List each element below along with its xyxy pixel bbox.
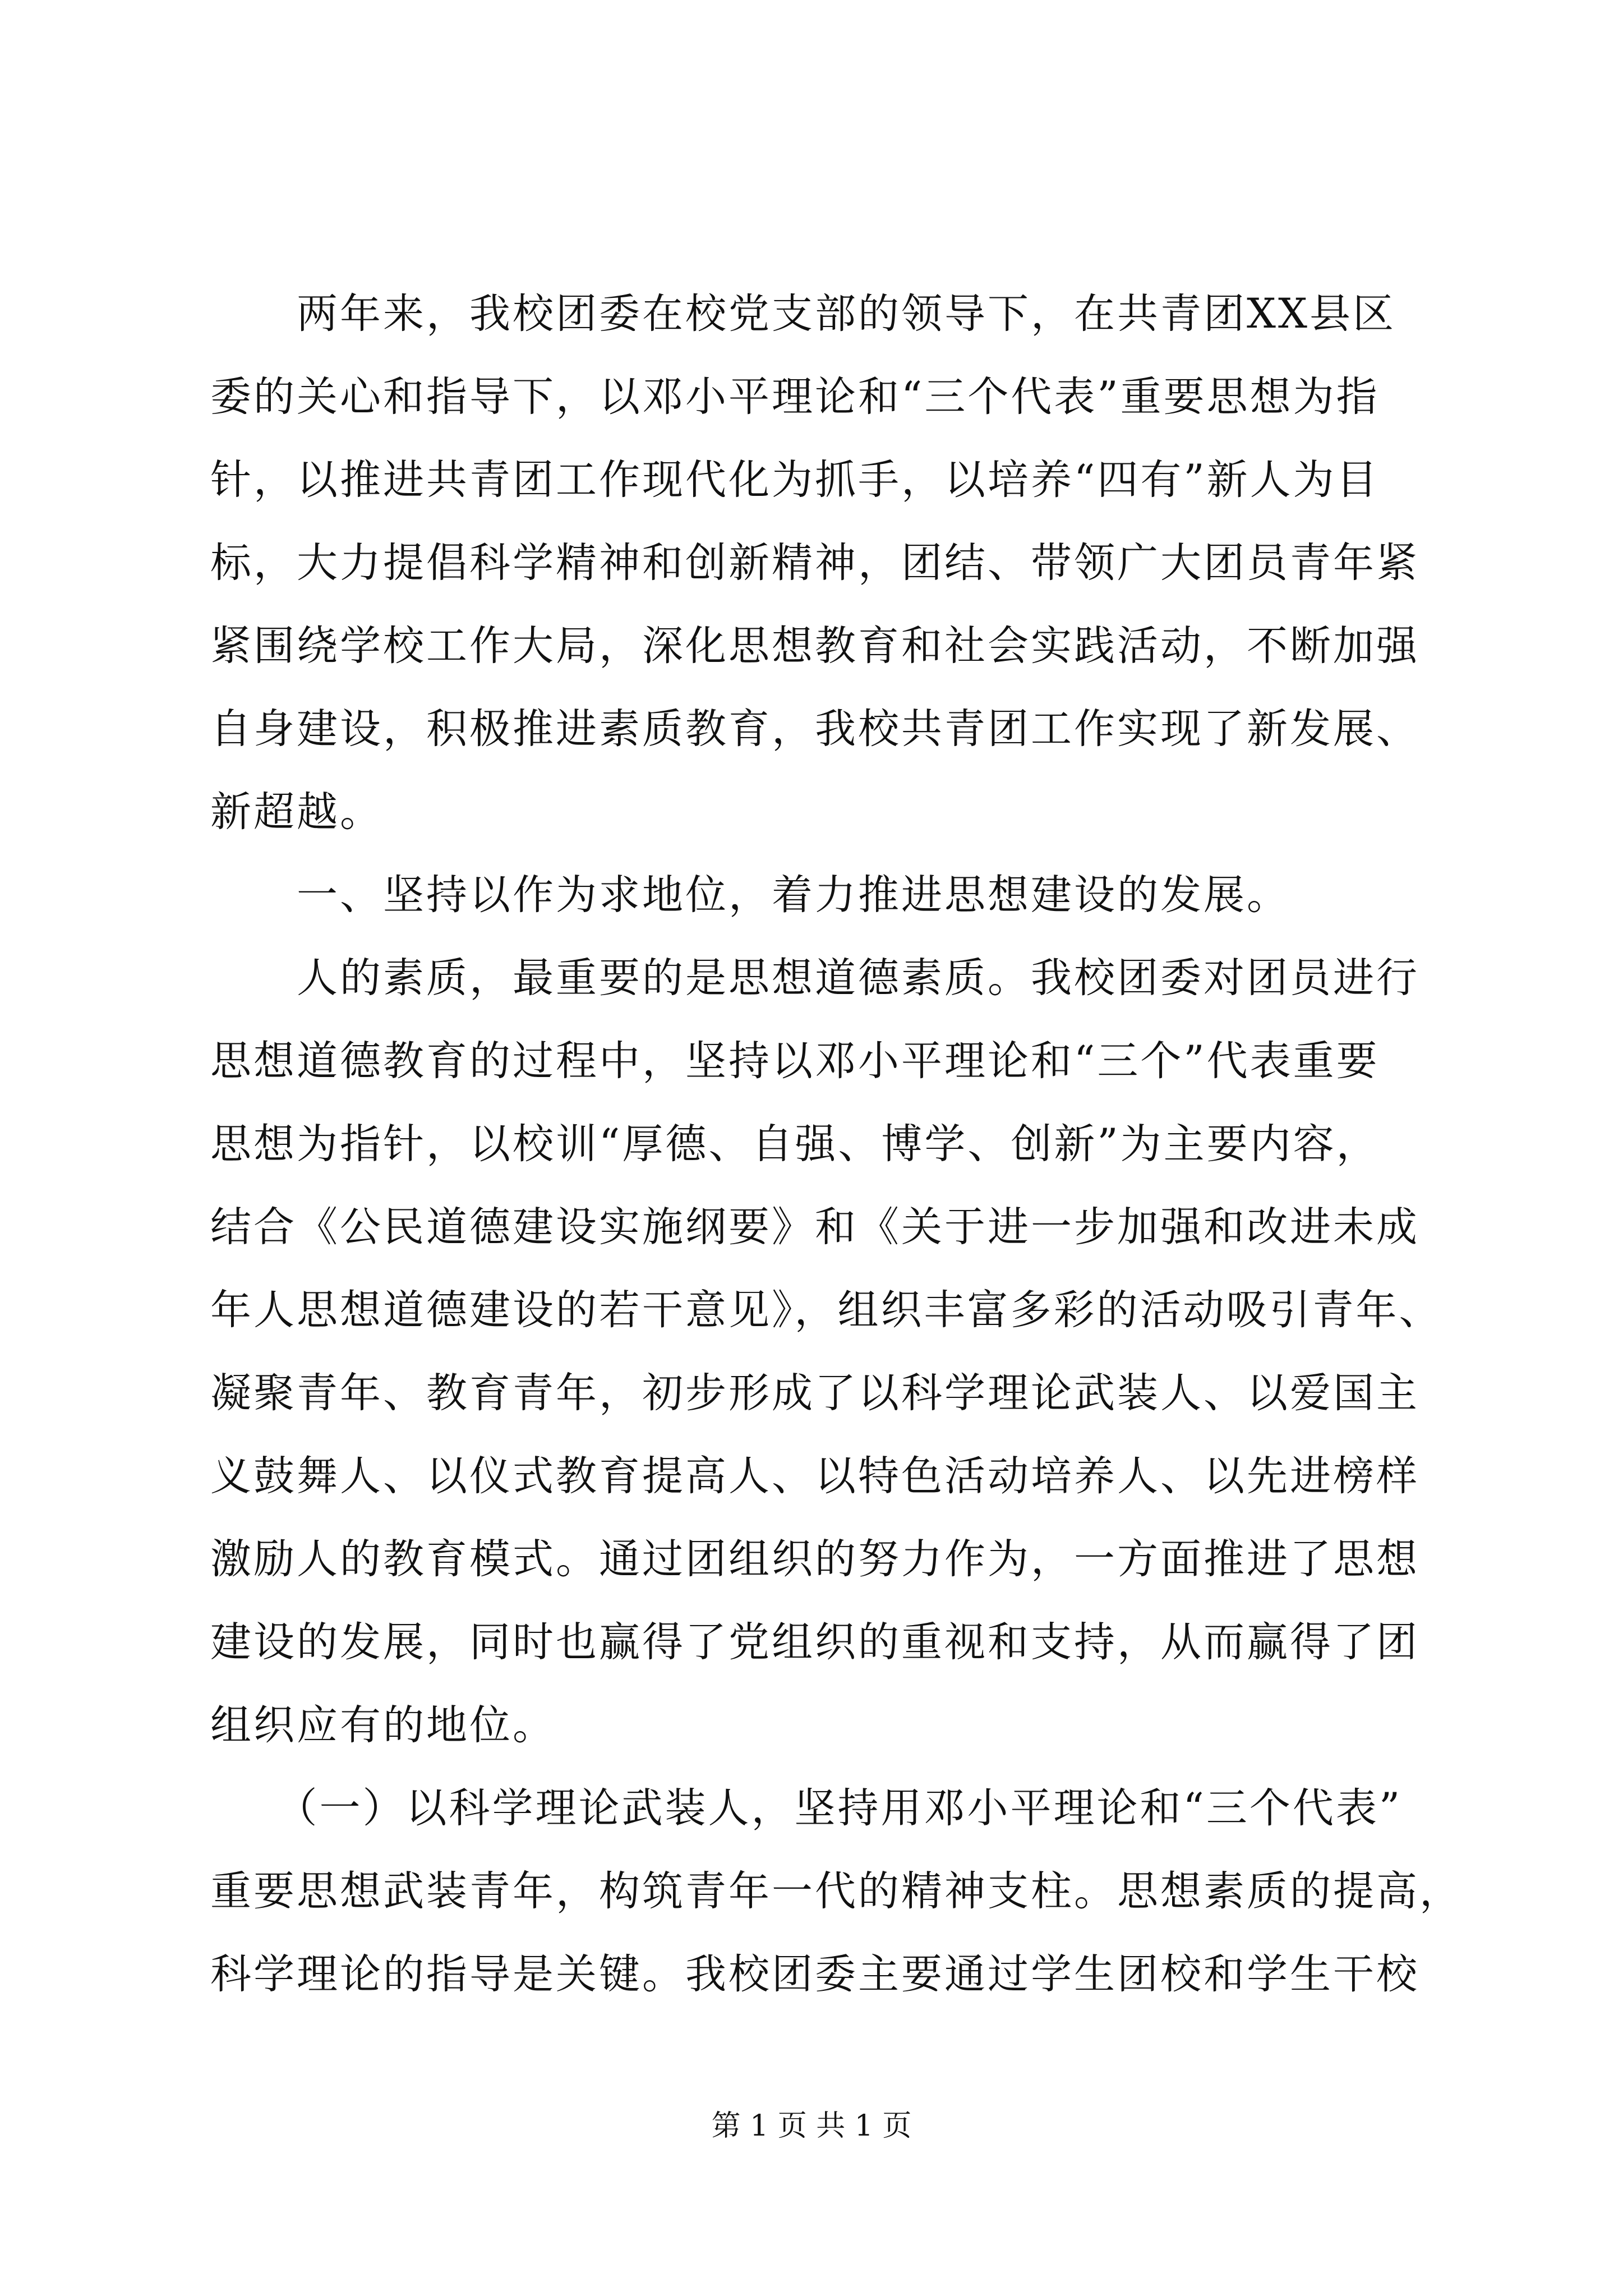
page-number-footer: 第 1 页 共 1 页	[711, 2109, 912, 2143]
text-line: 思想道德教育的过程中，坚持以邓小平理论和“三个”代表重要	[210, 1037, 1380, 1085]
text-line: （一）以科学理论武装人，坚持用邓小平理论和“三个代表”	[210, 1784, 1403, 1832]
text-line: 新超越。	[210, 788, 383, 836]
text-line: 思想为指针，以校训“厚德、自强、博学、创新”为主要内容，	[210, 1120, 1380, 1168]
section-heading: 一、坚持以作为求地位，着力推进思想建设的发展。	[210, 871, 1290, 919]
text-line: 组织应有的地位。	[210, 1701, 556, 1749]
text-line: 建设的发展，同时也赢得了党组织的重视和支持，从而赢得了团	[210, 1618, 1419, 1666]
text-line: 凝聚青年、教育青年，初步形成了以科学理论武装人、以爱国主	[210, 1369, 1419, 1417]
text-line: 激励人的教育模式。通过团组织的努力作为，一方面推进了思想	[210, 1535, 1419, 1583]
text-line: 结合《公民道德建设实施纲要》和《关于进一步加强和改进未成	[210, 1203, 1419, 1251]
text-line: 科学理论的指导是关键。我校团委主要通过学生团校和学生干校	[210, 1950, 1419, 1998]
text-line: 紧围绕学校工作大局，深化思想教育和社会实践活动，不断加强	[210, 622, 1419, 670]
text-line: 针，以推进共青团工作现代化为抓手，以培养“四有”新人为目	[210, 456, 1380, 504]
text-line: 标，大力提倡科学精神和创新精神，团结、带领广大团员青年紧	[210, 539, 1419, 587]
text-line: 两年来，我校团委在校党支部的领导下，在共青团XX县区	[210, 290, 1396, 338]
text-line: 自身建设，积极推进素质教育，我校共青团工作实现了新发展、	[210, 705, 1419, 753]
text-line: 重要思想武装青年，构筑青年一代的精神支柱。思想素质的提高，	[210, 1867, 1463, 1915]
text-line: 义鼓舞人、以仪式教育提高人、以特色活动培养人、以先进榜样	[210, 1452, 1419, 1500]
text-line: 年人思想道德建设的若干意见》，组织丰富多彩的活动吸引青年、	[210, 1286, 1442, 1334]
text-line: 人的素质，最重要的是思想道德素质。我校团委对团员进行	[210, 954, 1419, 1002]
text-line: 委的关心和指导下，以邓小平理论和“三个代表”重要思想为指	[210, 373, 1380, 421]
